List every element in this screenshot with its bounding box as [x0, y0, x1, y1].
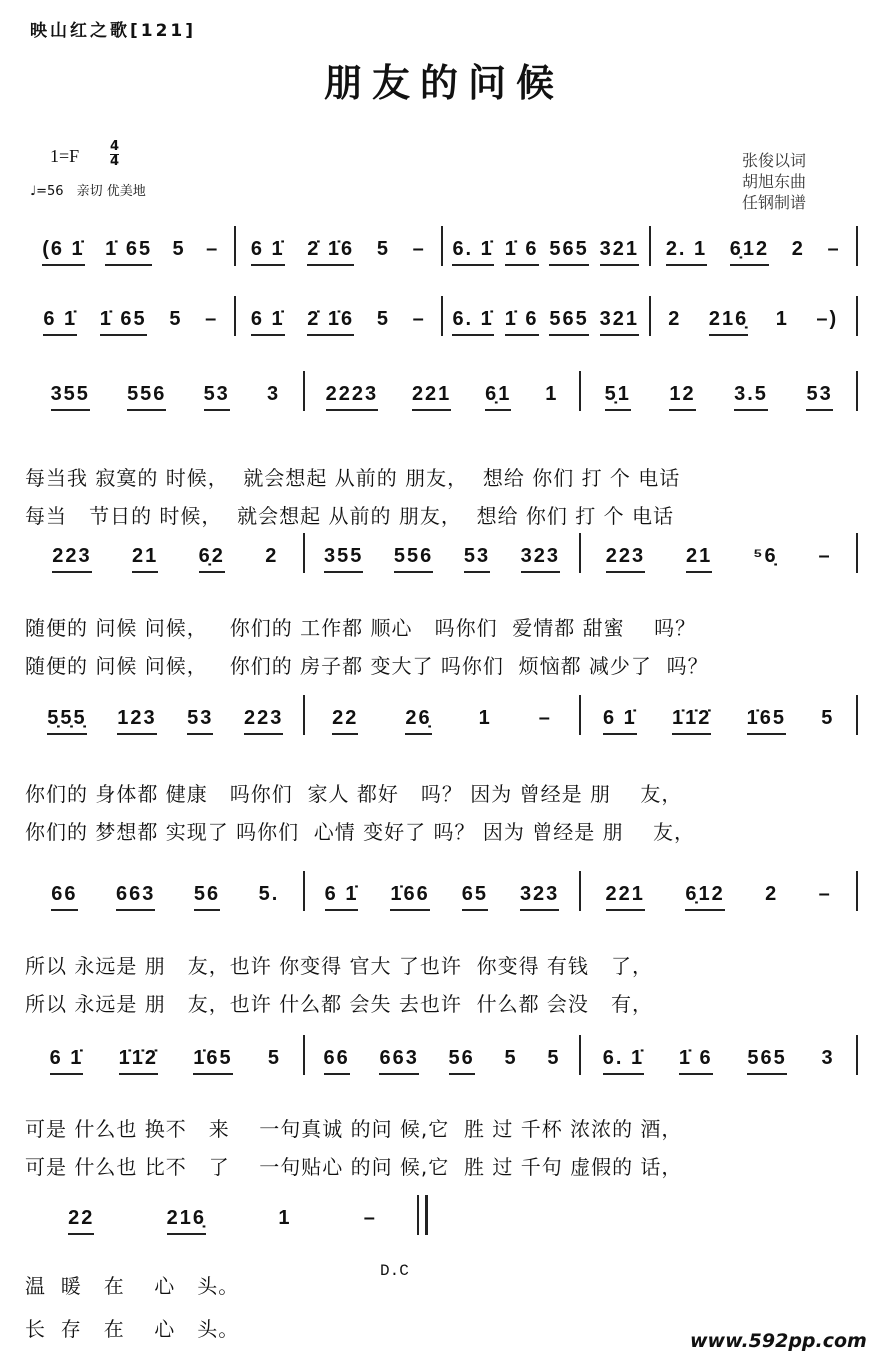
note-group: 321	[600, 308, 639, 336]
note-group: 26̣	[405, 707, 431, 735]
measure	[651, 226, 857, 266]
note-group: 53	[204, 383, 230, 411]
barline	[856, 296, 858, 336]
note-group: 123	[117, 707, 156, 735]
note-group: 2223	[326, 383, 379, 411]
note-group: 6̣1	[485, 383, 511, 411]
note-group: –	[206, 238, 220, 260]
measure	[305, 695, 580, 735]
note-group: 56	[194, 883, 220, 911]
note-group: 2	[265, 545, 279, 567]
measure	[28, 371, 303, 411]
note-group: 2	[791, 238, 805, 260]
note-group: –	[412, 238, 426, 260]
note-group: 5̣5̣5̣	[47, 707, 86, 735]
note-group: 2̇ 1̇6	[307, 308, 354, 336]
note-group: 6 1̇	[251, 308, 285, 336]
measure	[581, 871, 856, 911]
lyric-line: 可是 什么也 比不 了 一句贴心 的问 候,它 胜 过 千句 虚假的 话，	[25, 1155, 683, 1179]
series-label: 映山红之歌[121]	[30, 21, 197, 41]
note-group: 1̇1̇2̇	[119, 1047, 158, 1075]
note-group: 5	[267, 1047, 281, 1069]
note-group: 2. 1	[666, 238, 707, 266]
note-group: 6 1̇	[325, 883, 359, 911]
note-group: 2	[668, 308, 682, 330]
note-group: 5	[821, 707, 835, 729]
measure	[443, 296, 649, 336]
note-group: 323	[520, 883, 559, 911]
measure	[581, 371, 856, 411]
measure	[581, 695, 856, 735]
measure	[305, 1035, 580, 1075]
lyric-line: 可是 什么也 换不 来 一句真诚 的问 候,它 胜 过 千杯 浓浓的 酒，	[25, 1117, 683, 1141]
note-group: 53	[187, 707, 213, 735]
note-group: 12	[669, 383, 695, 411]
note-group: 5̣1	[605, 383, 631, 411]
barline	[856, 533, 858, 573]
measure	[443, 226, 649, 266]
staff-line	[28, 533, 858, 573]
note-group: 6̣2	[199, 545, 225, 573]
note-group: 321	[600, 238, 639, 266]
staff-line	[28, 695, 858, 735]
note-group: 355	[51, 383, 90, 411]
note-group: 6 1̇	[43, 308, 77, 336]
staff-line	[28, 1035, 858, 1075]
note-group: 556	[127, 383, 166, 411]
note-group: –	[827, 238, 841, 260]
note-group: 21	[686, 545, 712, 573]
note-group: 6̣12	[685, 883, 724, 911]
barline	[856, 226, 858, 266]
lyric-line: 随便的 问候 问候， 你们的 房子都 变大了 吗你们 烦恼都 减少了 吗？	[25, 654, 709, 678]
tempo-marking: ♩=56 亲切 优美地	[30, 184, 146, 199]
note-group: –	[412, 308, 426, 330]
note-group: 6̣12	[730, 238, 769, 266]
note-group: –)	[816, 308, 839, 330]
barline	[856, 695, 858, 735]
note-group: 3	[821, 1047, 835, 1069]
composer: 胡旭东曲	[742, 172, 807, 191]
note-group: 565	[549, 308, 588, 336]
measure	[651, 296, 857, 336]
note-group: –	[538, 707, 552, 729]
song-title: 朋友的问候	[323, 60, 564, 105]
lyric-line: 每当 节日的 时候， 就会想起 从前的 朋友， 想给 你们 打 个 电话	[25, 504, 675, 528]
note-group: 323	[521, 545, 560, 573]
note-group: 5	[169, 308, 183, 330]
note-group: 663	[116, 883, 155, 911]
arranger: 任钢制谱	[742, 193, 807, 212]
note-group: 5	[172, 238, 186, 260]
note-group: 1̇ 6	[505, 238, 539, 266]
lyric-line: 所以 永远是 朋 友，也许 你变得 官大 了也许 你变得 有钱 了，	[25, 954, 654, 978]
credits	[742, 150, 806, 213]
barline	[856, 1035, 858, 1075]
note-group: 1	[775, 308, 789, 330]
note-group: 53	[464, 545, 490, 573]
lyric-line: 每当我 寂寞的 时候， 就会想起 从前的 朋友， 想给 你们 打 个 电话	[25, 466, 681, 490]
note-group: 6. 1̇	[452, 308, 493, 336]
note-group: 6 1̇	[50, 1047, 84, 1075]
note-group: 223	[52, 545, 91, 573]
da-capo-mark: D.C	[380, 1262, 409, 1280]
note-group: 5	[504, 1047, 518, 1069]
measure	[28, 695, 303, 735]
note-group: 6 1̇	[603, 707, 637, 735]
note-group: 2	[765, 883, 779, 905]
note-group: 6 1̇	[251, 238, 285, 266]
note-group: 663	[379, 1047, 418, 1075]
staff-line	[28, 296, 858, 336]
measure	[305, 371, 580, 411]
note-group: 223	[606, 545, 645, 573]
note-group: 1	[545, 383, 559, 405]
note-group: –	[363, 1207, 377, 1229]
watermark: www.592pp.com	[690, 1330, 867, 1352]
measure	[28, 296, 234, 336]
measure	[581, 533, 856, 573]
note-group: 53	[806, 383, 832, 411]
staff-line	[28, 226, 858, 266]
note-group: 22	[332, 707, 358, 735]
note-group: 1̇ 65	[100, 308, 147, 336]
note-group: 556	[394, 545, 433, 573]
note-group: 1̇66	[390, 883, 429, 911]
note-group: 66	[51, 883, 77, 911]
note-group: ⁵6̣	[753, 545, 778, 567]
measure	[28, 871, 303, 911]
lyric-line: 随便的 问候 问候， 你们的 工作都 顺心 吗你们 爱情都 甜蜜 吗？	[25, 616, 697, 640]
measure	[28, 533, 303, 573]
measure	[305, 533, 580, 573]
note-group: 6. 1̇	[452, 238, 493, 266]
note-group: 21	[132, 545, 158, 573]
measure	[305, 871, 580, 911]
note-group: –	[205, 308, 219, 330]
note-group: 2̇ 1̇6	[307, 238, 354, 266]
measure	[581, 1035, 856, 1075]
lyric-line: 所以 永远是 朋 友，也许 什么都 会失 去也许 什么都 会没 有，	[25, 992, 654, 1016]
note-group: 1̇65	[193, 1047, 232, 1075]
staff-line	[28, 1195, 428, 1235]
note-group: 1	[478, 707, 492, 729]
note-group: 221	[412, 383, 451, 411]
note-group: 223	[244, 707, 283, 735]
lyric-line: 长 存 在 心 头。	[25, 1317, 240, 1341]
note-group: 5.	[258, 883, 280, 905]
note-group: 1	[278, 1207, 292, 1229]
measure	[28, 1195, 417, 1235]
measure	[28, 226, 234, 266]
note-group: 1̇ 6	[505, 308, 539, 336]
lyric-line: 你们的 梦想都 实现了 吗你们 心情 变好了 吗？ 因为 曾经是 朋 友，	[25, 820, 696, 844]
note-group: (6 1̇	[42, 238, 84, 266]
note-group: 66	[324, 1047, 350, 1075]
lyricist: 张俊以词	[742, 151, 807, 170]
note-group: 355	[324, 545, 363, 573]
note-group: –	[818, 883, 832, 905]
note-group: 5	[547, 1047, 561, 1069]
note-group: 1̇65	[747, 707, 786, 735]
note-group: 221	[606, 883, 645, 911]
note-group: 216̣	[167, 1207, 206, 1235]
note-group: 1̇1̇2̇	[672, 707, 711, 735]
meter-top: 4	[110, 139, 120, 154]
note-group: 5	[376, 308, 390, 330]
note-group: 22	[68, 1207, 94, 1235]
note-group: 565	[549, 238, 588, 266]
note-group: 65	[462, 883, 488, 911]
staff-line	[28, 371, 858, 411]
note-group: –	[818, 545, 832, 567]
note-group: 216̣	[709, 308, 748, 336]
barline	[856, 871, 858, 911]
measure	[236, 226, 442, 266]
lyric-line: 你们的 身体都 健康 吗你们 家人 都好 吗？ 因为 曾经是 朋 友，	[25, 782, 683, 806]
note-group: 56	[449, 1047, 475, 1075]
final-barline	[417, 1195, 428, 1235]
note-group: 1̇ 6	[679, 1047, 713, 1075]
note-group: 3.5	[734, 383, 768, 411]
measure	[236, 296, 442, 336]
note-group: 565	[747, 1047, 786, 1075]
staff-line	[28, 871, 858, 911]
meter-bottom: 4	[110, 154, 120, 169]
note-group: 6. 1̇	[603, 1047, 644, 1075]
measure	[28, 1035, 303, 1075]
barline	[856, 371, 858, 411]
key-signature: 1=F	[50, 146, 80, 166]
time-signature	[110, 140, 119, 169]
lyric-line: 温 暖 在 心 头。	[25, 1274, 240, 1298]
note-group: 5	[376, 238, 390, 260]
note-group: 1̇ 65	[105, 238, 152, 266]
note-group: 3	[266, 383, 281, 405]
